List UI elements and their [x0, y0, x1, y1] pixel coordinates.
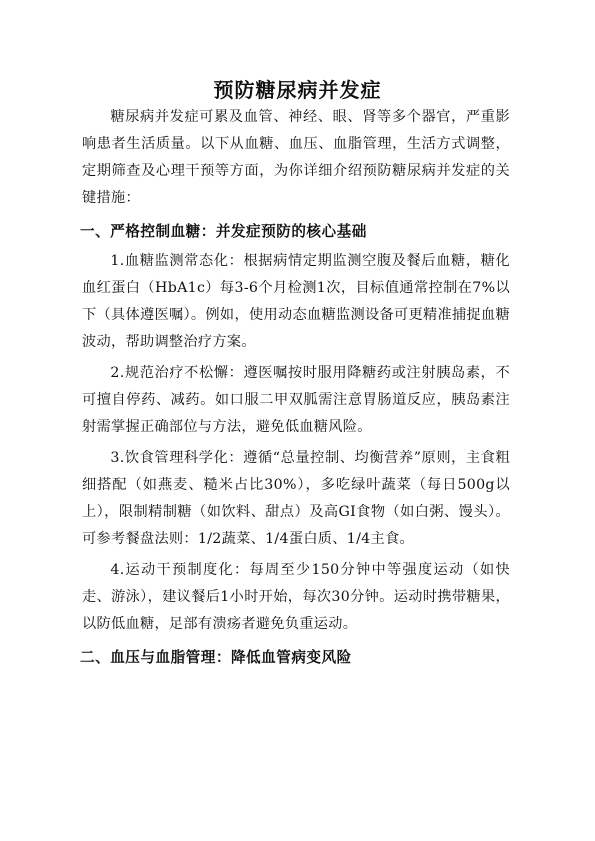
section-1-item-1: 1.血糖监测常态化：根据病情定期监测空腹及餐后血糖，糖化血红蛋白（HbA1c）每3-6个月检测1次，目标值通常控制在7%以下（具体遵医嘱）。例如，使用动态血糖监测设备可更精准捕捉血糖波动，帮助调整治疗方案。 — [82, 253, 510, 350]
intro-paragraph: 糖尿病并发症可累及血管、神经、眼、肾等多个器官，严重影响患者生活质量。以下从血糖、血压、血脂管理，生活方式调整，定期筛查及心理干预等方面，为你详细介绍预防糖尿病并发症的关键措施： — [82, 109, 510, 206]
section-2-heading: 二、血压与血脂管理：降低血管病变风险 — [80, 649, 352, 666]
document-title: 预防糖尿病并发症 — [213, 78, 382, 102]
section-1-item-2: 2.规范治疗不松懈：遵医嘱按时服用降糖药或注射胰岛素，不可擅自停药、减药。如口服二甲双胍需注意胃肠道反应，胰岛素注射需掌握正确部位与方法，避免低血糖风险。 — [82, 365, 510, 435]
section-1-item-4: 4.运动干预制度化：每周至少150分钟中等强度运动（如快走、游泳），建议餐后1小时开始，每次30分钟。运动时携带糖果，以防低血糖，足部有溃疡者避免负重运动。 — [82, 562, 510, 632]
section-1-item-3: 3.饮食管理科学化：遵循“总量控制、均衡营养”原则，主食粗细搭配（如燕麦、糙米占比30%），多吃绿叶蔬菜（每日500g以上），限制精制糖（如饮料、甜点）及高GI食物（如白粥、馒头）。可参考餐盘法则：1/2蔬菜、1/4蛋白质、1/4主食。 — [82, 450, 510, 547]
document-body — [82, 104, 510, 672]
section-1-heading: 一、严格控制血糖：并发症预防的核心基础 — [80, 223, 367, 240]
